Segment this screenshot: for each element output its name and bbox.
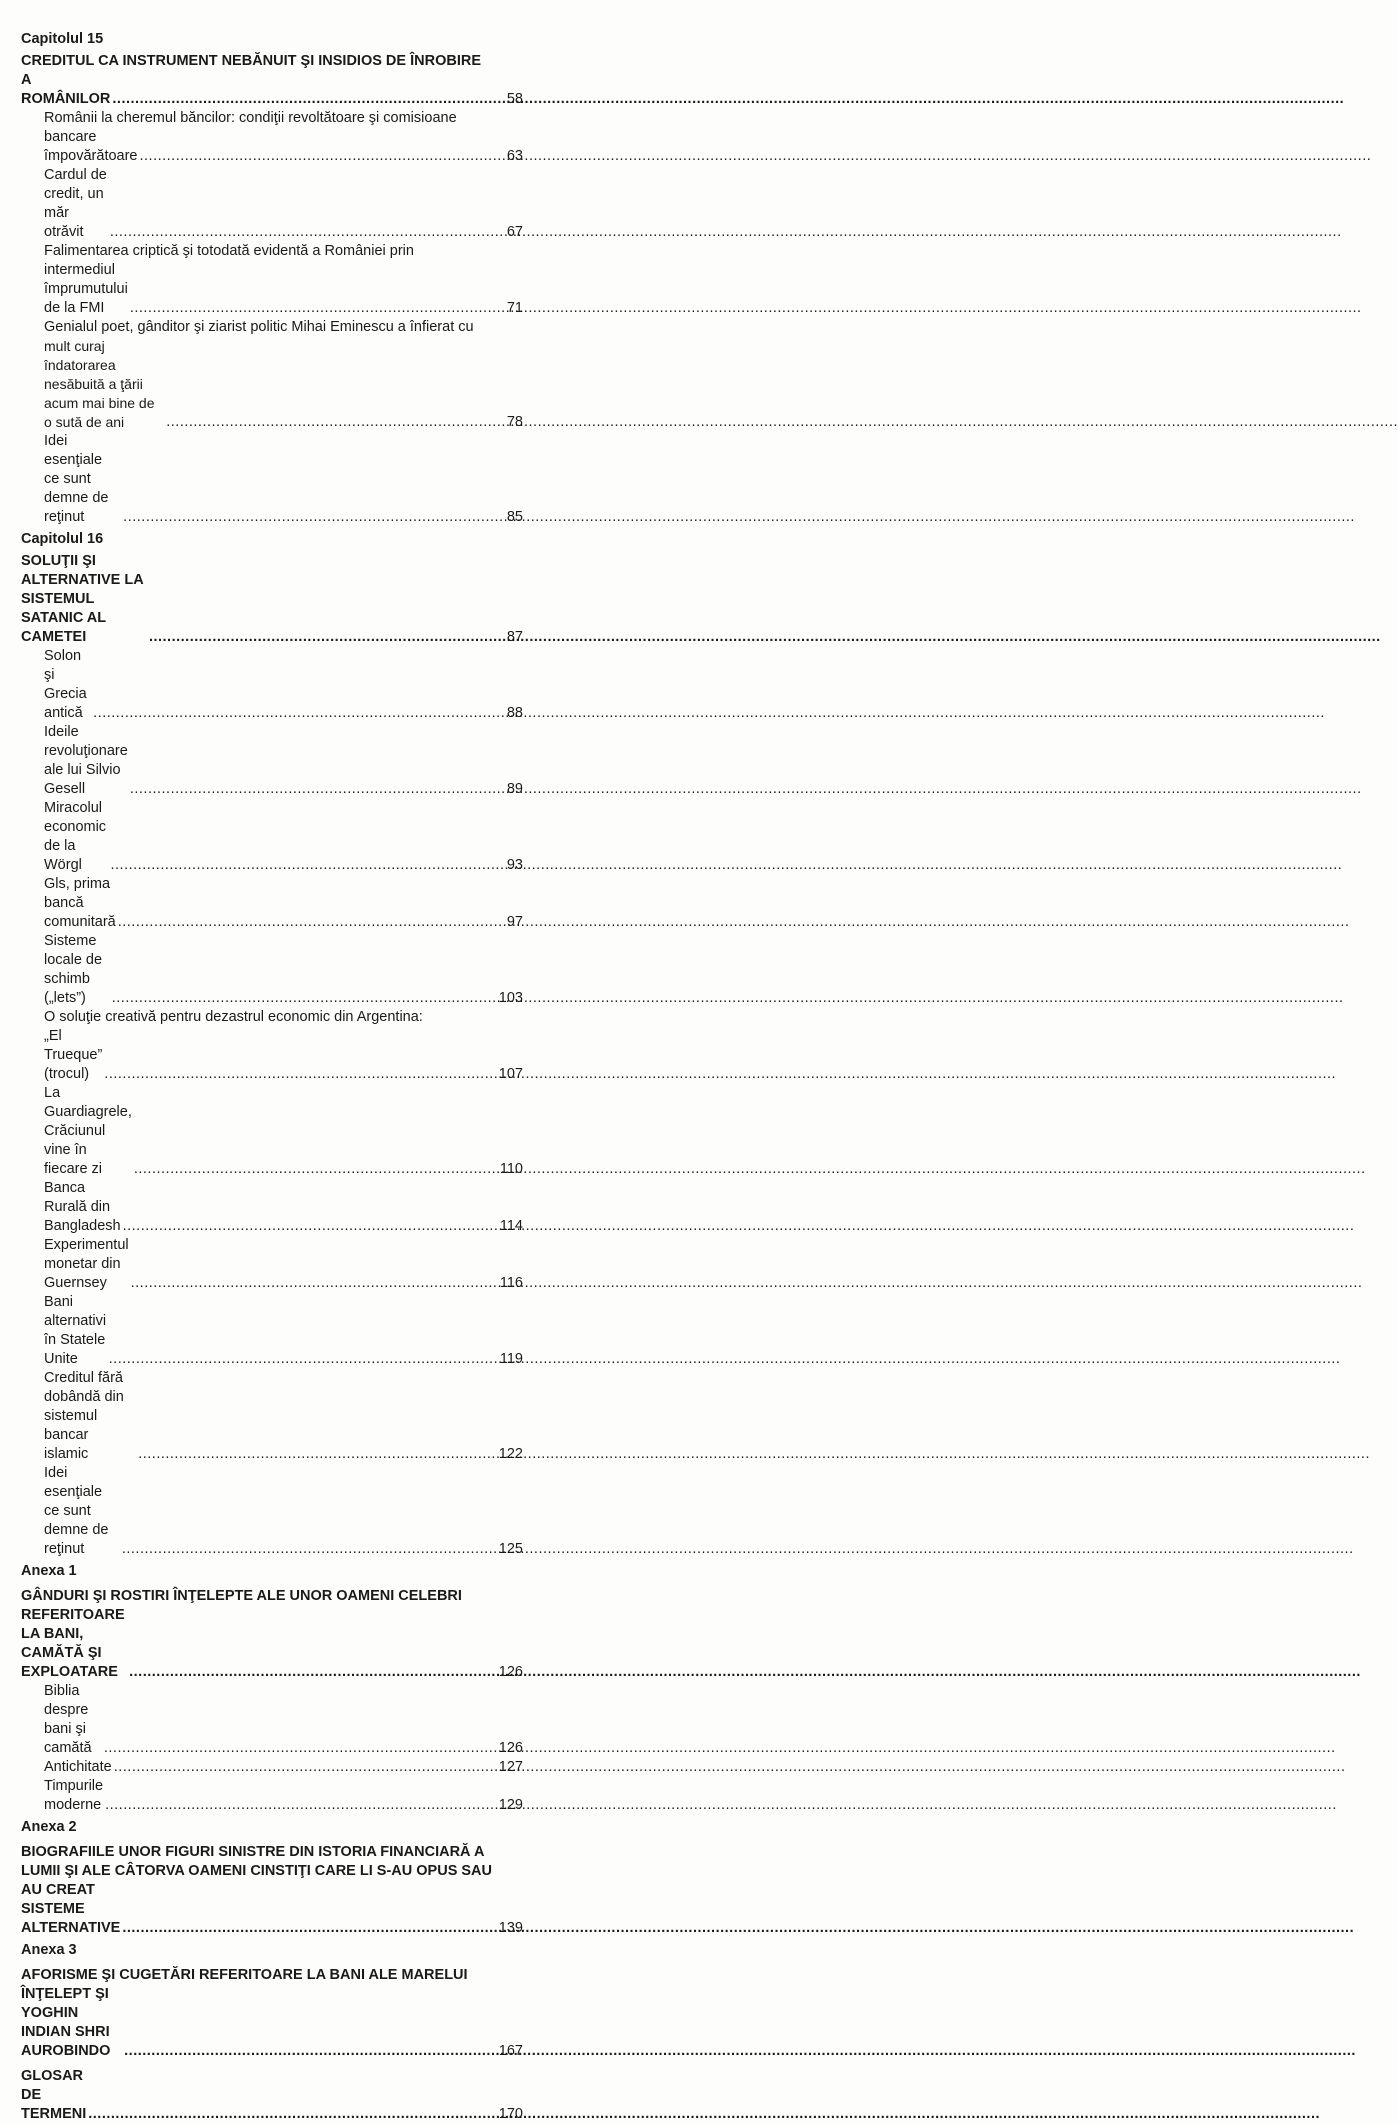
toc-entry-appendix-3[interactable] [21, 1966, 523, 2061]
toc-entry[interactable] [21, 932, 523, 1008]
leader-dots [104, 1739, 497, 1758]
leader-dots [111, 856, 505, 875]
leader-dots [118, 913, 505, 932]
toc-entry[interactable] [21, 1682, 523, 1758]
leader-dots [112, 989, 497, 1008]
toc-entry-title: Timpurile moderne [44, 1778, 104, 1813]
toc-entry-line: GÂNDURI ŞI ROSTIRI ÎNŢELEPTE ALE UNOR OAMENI CELEBRI [21, 1588, 462, 1604]
toc-entry-title: Ideile revoluţionare ale lui Silvio Gesell [44, 724, 128, 797]
page-number: 116 [499, 1275, 523, 1291]
page-number: 58 [506, 91, 523, 107]
toc-entry[interactable] [21, 1084, 523, 1179]
page-number: 78 [506, 414, 523, 430]
toc-entry[interactable] [21, 1464, 523, 1559]
leader-dots [131, 1274, 498, 1293]
leader-dots [109, 1350, 498, 1369]
toc-entry-title: Sisteme locale de schimb („lets”) [44, 933, 103, 1006]
leader-dots [88, 2105, 497, 2124]
toc-entry[interactable] [21, 1236, 523, 1293]
toc-entry-title: A ROMÂNILOR [21, 72, 111, 107]
toc-entry-title: Experimentul monetar din Guernsey [44, 1237, 129, 1291]
toc-entry-title: Creditul fără dobândă din sistemul bancar islamic [44, 1370, 124, 1462]
toc-entry-line: AFORISME ŞI CUGETĂRI REFERITOARE LA BANI ALE MARELUI [21, 1967, 468, 1983]
toc-entry-title: Miracolul economic de la Wörgl [44, 800, 107, 873]
toc-entry-appendix-1[interactable] [21, 1587, 523, 1682]
toc-entry-line: O soluţie creativă pentru dezastrul economic din Argentina: [44, 1009, 423, 1025]
leader-dots [138, 1445, 497, 1464]
toc-entry-title: Biblia despre bani şi camătă [44, 1683, 92, 1756]
page-number: 167 [498, 2043, 523, 2059]
toc-entry[interactable] [21, 242, 523, 318]
toc-entry-title: Gls, prima bancă comunitară [44, 876, 116, 930]
toc-entry-title: ÎNŢELEPT ŞI YOGHIN INDIAN SHRI AUROBINDO [21, 1986, 111, 2059]
toc-entry-title: AU CREAT SISTEME ALTERNATIVE [21, 1882, 121, 1936]
page-number: 114 [499, 1218, 523, 1234]
page-number: 127 [498, 1759, 523, 1775]
leader-dots [122, 1919, 496, 1938]
toc-entry[interactable] [21, 875, 523, 932]
toc-entry-line: Românii la cheremul băncilor: condiţii revoltătoare şi comisioane [44, 110, 457, 126]
toc-entry-line: Falimentarea criptică şi totodată evidentă a României prin [44, 243, 414, 259]
toc-entry-chapter-16[interactable] [21, 552, 523, 647]
page-number: 67 [506, 224, 523, 240]
toc-entry[interactable] [21, 1179, 523, 1236]
leader-dots [110, 223, 505, 242]
leader-dots [123, 1217, 498, 1236]
page-number: 126 [498, 1740, 523, 1756]
leader-dots [130, 780, 505, 799]
page-number: 88 [506, 705, 523, 721]
toc-entry-line: CREDITUL CA INSTRUMENT NEBĂNUIT ŞI INSIDIOS DE ÎNROBIRE [21, 53, 481, 69]
page-number: 93 [506, 857, 523, 873]
toc-entry[interactable] [21, 1758, 523, 1777]
toc-entry[interactable] [21, 1369, 523, 1464]
appendix-heading: Anexa 3 [21, 1942, 77, 1958]
toc-entry-title: Solon şi Grecia antică [44, 648, 87, 721]
toc-entry-chapter-15[interactable] [21, 52, 523, 109]
page-number: 71 [506, 300, 523, 316]
leader-dots [114, 1758, 497, 1777]
leader-dots [129, 1663, 497, 1682]
page-number: 107 [498, 1066, 523, 1082]
leader-dots [112, 90, 504, 109]
page-number: 63 [506, 148, 523, 164]
toc-entry-title: SOLUŢII ŞI ALTERNATIVE LA SISTEMUL SATANIC AL CAMETEI [21, 553, 144, 645]
toc-entry[interactable] [21, 166, 523, 242]
toc-entry-title: Cardul de credit, un măr otrăvit [44, 167, 107, 240]
toc-entry-glossary[interactable] [21, 2067, 523, 2124]
toc-entry-line: Genialul poet, gânditor şi ziarist politic Mihai Eminescu a înfierat cu [44, 319, 474, 335]
toc-entry-title: mult curaj îndatorarea nesăbuită a ţării acum mai bine de o sută de ani [44, 338, 155, 430]
toc-entry-title: GLOSAR DE TERMENI [21, 2068, 87, 2122]
leader-dots [149, 628, 505, 647]
leader-dots [123, 508, 505, 527]
page-number: 125 [498, 1541, 523, 1557]
toc-entry[interactable] [21, 432, 523, 527]
leader-dots [134, 1160, 498, 1179]
toc-entry-line: LUMII ŞI ALE CÂTORVA OAMENI CINSTIŢI CARE LI S-AU OPUS SAU [21, 1863, 493, 1879]
toc-entry-title: Bani alternativi în Statele Unite [44, 1294, 107, 1367]
appendix-heading: Anexa 1 [21, 1563, 77, 1579]
page-number: 119 [499, 1351, 523, 1367]
page-number: 103 [498, 990, 523, 1006]
page-number: 110 [499, 1161, 523, 1177]
page-number: 139 [498, 1920, 523, 1936]
toc-entry-title: Idei esenţiale ce sunt demne de reţinut [44, 433, 109, 525]
toc-entry-appendix-2[interactable] [21, 1843, 523, 1938]
leader-dots [166, 413, 505, 432]
toc-entry-title: „El Trueque” (trocul) [44, 1028, 103, 1082]
leader-dots [122, 1540, 497, 1559]
toc-entry[interactable] [21, 1293, 523, 1369]
toc-entry-title: Antichitate [44, 1759, 112, 1775]
toc-entry[interactable] [21, 647, 523, 723]
toc-entry-title: La Guardiagrele, Crăciunul vine în fiecare zi [44, 1085, 132, 1177]
leader-dots [124, 2042, 497, 2061]
page-number: 126 [498, 1664, 523, 1680]
appendix-heading: Anexa 2 [21, 1819, 77, 1835]
toc-entry[interactable] [21, 318, 523, 432]
table-of-contents-page [0, 0, 539, 2122]
leader-dots [105, 1796, 497, 1815]
toc-entry-line: BIOGRAFIILE UNOR FIGURI SINISTRE DIN ISTORIA FINANCIARĂ A [21, 1844, 485, 1860]
page-number: 85 [506, 509, 523, 525]
toc-entry[interactable] [21, 799, 523, 875]
toc-entry-title: Banca Rurală din Bangladesh [44, 1180, 121, 1234]
toc-entry-title: intermediul împrumutului de la FMI [44, 262, 128, 316]
leader-dots [104, 1065, 497, 1084]
leader-dots [93, 704, 505, 723]
toc-entry[interactable] [21, 1777, 523, 1815]
toc-entry-title: bancare împovărătoare [44, 129, 138, 164]
toc-entry-title: Idei esenţiale ce sunt demne de reţinut [44, 1465, 109, 1557]
page-number: 87 [506, 629, 523, 645]
leader-dots [139, 147, 504, 166]
toc-entry[interactable] [21, 109, 523, 166]
page-number: 97 [506, 914, 523, 930]
chapter-heading: Capitolul 15 [21, 31, 104, 47]
page-number: 89 [506, 781, 523, 797]
toc-entry-title: REFERITOARE LA BANI, CAMĂTĂ ŞI EXPLOATARE [21, 1607, 125, 1680]
chapter-heading: Capitolul 16 [21, 531, 104, 547]
page-number: 170 [498, 2106, 523, 2122]
toc-entry[interactable] [21, 1008, 523, 1084]
page-number: 122 [498, 1446, 523, 1462]
leader-dots [130, 299, 505, 318]
page-number: 129 [498, 1797, 523, 1813]
toc-entry[interactable] [21, 723, 523, 799]
